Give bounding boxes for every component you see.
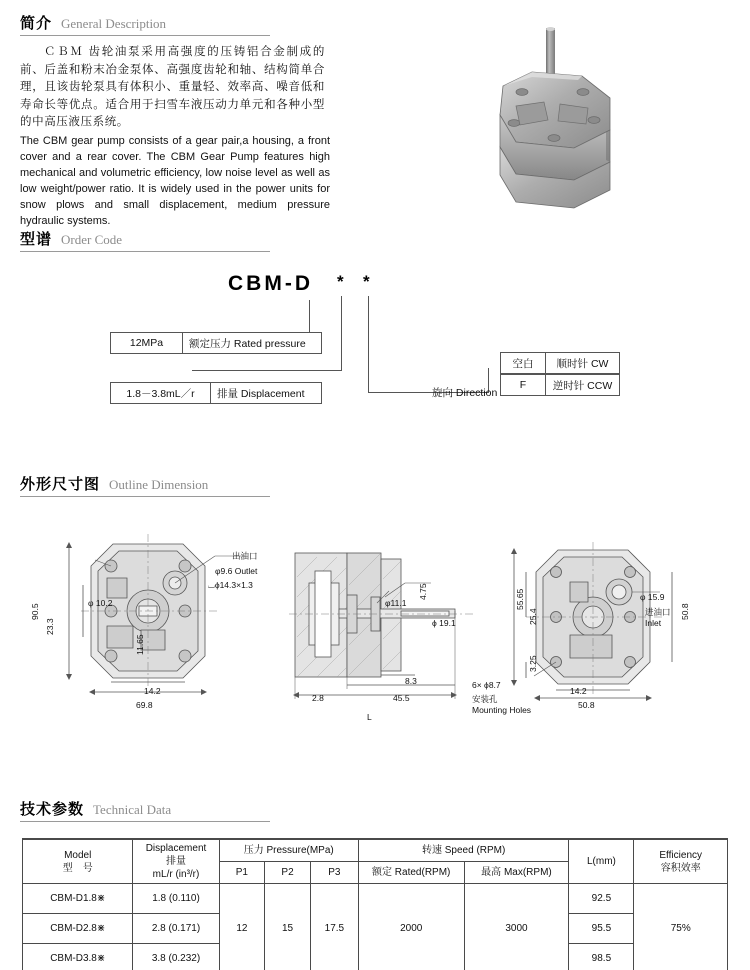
th-efficiency (634, 839, 728, 884)
section-title-cn-tech: 技术参数 (20, 801, 85, 818)
th-max-speed: 最高 Max(RPM) (464, 862, 569, 884)
dim-front-height-1165: 11.65 (135, 634, 145, 655)
order-code-title: CBM-D (228, 272, 313, 295)
th-speed: 转速 Speed (RPM) (358, 839, 569, 862)
th-rated-speed: 额定 Rated(RPM) (358, 862, 464, 884)
th-length: L(mm) (569, 839, 634, 884)
cell-disp-2: 2.8 (0.171) (133, 914, 219, 944)
dim-rear-holes-en: Mounting Holes (472, 705, 532, 715)
leader-line-direction-v (368, 296, 369, 392)
cell-model-1: CBM-D1.8⋇ (23, 884, 133, 914)
dim-rear-holes-cn: 安装孔 (472, 694, 498, 704)
rear-view-drawing (500, 540, 715, 715)
dim-front-height-905: 90.5 (30, 603, 40, 620)
order-code-star-1: * (337, 272, 347, 291)
th-p3: P3 (310, 862, 358, 884)
pump-illustration (470, 20, 730, 220)
dim-outlet-d-value: φ9.6 (215, 566, 233, 576)
dim-side-d111: φ11.1 (385, 598, 407, 608)
section-rule-general (20, 35, 270, 36)
dim-rear-width-142: 14.2 (570, 686, 587, 696)
direction-row-2 (500, 374, 620, 396)
th-model-cn: 型 号 (62, 862, 93, 874)
cell-model-2: CBM-D2.8⋇ (23, 914, 133, 944)
dim-rear-inlet-cn: 进油口 (645, 607, 671, 617)
section-title-en-outline: Outline Dimension (109, 477, 209, 492)
displacement-label: 排量 Displacement (217, 387, 305, 400)
leader-line-pressure-v (309, 300, 310, 332)
leader-line-disp-h (192, 370, 342, 371)
th-eff-en: Efficiency (659, 849, 703, 861)
dim-side-d191: ϕ 19.1 (432, 618, 456, 628)
cell-p1: 12 (219, 884, 265, 970)
section-rule-order (20, 251, 270, 252)
order-code-displacement-row (110, 382, 322, 404)
technical-data-table (22, 838, 728, 970)
th-disp-en: Displacement (145, 843, 207, 854)
th-disp-unit: mL/r (in³/r) (152, 869, 200, 880)
direction-desc-1: 顺时针 CW (556, 357, 609, 370)
cell-max-speed: 3000 (464, 884, 569, 970)
dim-rear-width-508: 50.8 (578, 700, 595, 710)
direction-code-1: 空白 (501, 353, 546, 373)
th-p1: P1 (219, 862, 265, 884)
cell-p2: 15 (265, 884, 311, 970)
th-p2: P2 (265, 862, 311, 884)
dim-outlet-diameter (215, 566, 257, 576)
dim-front-width-142: 14.2 (144, 686, 161, 696)
dim-side-length-L: L (367, 712, 372, 722)
dim-outlet-counterbore: ⌴ϕ14.3×1.3 (208, 580, 253, 590)
dim-rear-254: 25.4 (528, 608, 538, 625)
dim-front-d102: φ 10.2 (88, 598, 113, 608)
dim-side-83: 8.3 (405, 676, 417, 686)
order-code-pressure-row (110, 332, 322, 354)
table-header-row-1 (23, 839, 728, 862)
section-title-en-tech: Technical Data (93, 802, 172, 817)
general-description-cn: ＣＢＭ 齿轮油泵采用高强度的压铸铝合金制成的前、后盖和粉末冶金泵体、高强度齿轮和轴、结构简单合理，且该齿轮泵具有体积小、重量轻、效率高、噪音低和寿命长等优点。适合用于扫雪车液压动力单元和各种小型的中高压液压系统。 (20, 46, 325, 128)
section-title-en-order: Order Code (61, 232, 123, 247)
order-code-star-2: * (363, 272, 373, 291)
cell-efficiency: 75% (634, 884, 728, 970)
direction-desc-2: 逆时针 CCW (552, 379, 613, 392)
section-rule-outline (20, 496, 270, 497)
dim-front-height-233: 23.3 (45, 618, 55, 635)
cell-rated-speed: 2000 (358, 884, 464, 970)
direction-code-2: F (501, 375, 546, 395)
direction-label: 旋向 Direction (432, 387, 498, 399)
th-eff-cn: 容积效率 (660, 862, 701, 874)
displacement-value: 1.8－3.8mL／r (111, 383, 211, 403)
section-heading-technical (20, 798, 171, 819)
section-title-cn-outline: 外形尺寸图 (20, 476, 101, 493)
dim-rear-5565: 55.65 (515, 588, 525, 610)
dim-outlet-cn: 出油口 (232, 551, 258, 561)
pressure-label: 额定压力 Rated pressure (189, 337, 306, 350)
th-pressure: 压力 Pressure(MPa) (219, 839, 358, 862)
th-disp-cn: 排量 (166, 856, 186, 867)
section-heading-general (20, 12, 166, 33)
pressure-value: 12MPa (111, 333, 183, 353)
leader-line-disp-v (341, 296, 342, 370)
dim-side-28: 2.8 (312, 693, 324, 703)
th-displacement (133, 839, 219, 884)
dim-front-width-698: 69.8 (136, 700, 153, 710)
cell-length-1: 92.5 (569, 884, 634, 914)
th-model-en: Model (64, 849, 92, 861)
cell-length-3: 98.5 (569, 944, 634, 970)
cell-model-3: CBM-D3.8⋇ (23, 944, 133, 970)
cell-p3: 17.5 (310, 884, 358, 970)
cell-disp-3: 3.8 (0.232) (133, 944, 219, 970)
general-description-en: The CBM gear pump consists of a gear pair,a housing, a front cover and a rear cover. The CBM Gear Pump features high mechanical and volumetric efficiency, low noise level as well as low weight/power ratio. It is widely used in the power units for snow plows and small displacement, medium pressure hydraulic systems. (20, 135, 330, 227)
dim-rear-inlet-d: φ 15.9 (640, 592, 665, 602)
section-heading-outline (20, 473, 208, 494)
section-title-cn-order: 型谱 (20, 231, 53, 248)
th-model (23, 839, 133, 884)
dim-outlet-en: Outlet (234, 566, 258, 576)
dim-outlet-d2-value: ϕ14.3×1.3 (214, 580, 253, 590)
cell-length-2: 95.5 (569, 914, 634, 944)
direction-row-1 (500, 352, 620, 374)
dim-rear-325: 3.25 (528, 655, 538, 672)
dim-side-455: 45.5 (393, 693, 410, 703)
section-heading-order (20, 228, 122, 249)
dim-rear-holes: 6× ϕ8.7 (472, 680, 501, 690)
section-title-en: General Description (61, 16, 167, 31)
table-row (23, 884, 728, 914)
dim-rear-inlet-en: Inlet (645, 618, 662, 628)
section-title-cn: 简介 (20, 15, 53, 32)
dim-rear-508-h: 50.8 (680, 603, 690, 620)
section-rule-technical (20, 821, 270, 822)
dim-side-475: 4.75 (418, 583, 428, 600)
cell-disp-1: 1.8 (0.110) (133, 884, 219, 914)
